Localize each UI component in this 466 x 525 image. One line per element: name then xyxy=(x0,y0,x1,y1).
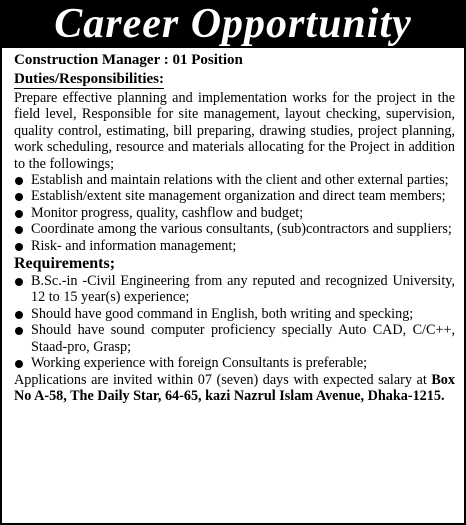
bullet-icon xyxy=(15,243,23,251)
position-title: Construction Manager : 01 Position xyxy=(14,52,243,68)
bullet-icon xyxy=(15,311,23,319)
requirement-item xyxy=(14,322,455,355)
banner-title: Career Opportunity xyxy=(54,1,412,47)
bullet-icon xyxy=(15,327,23,335)
application-text: Applications are invited within 07 (seven) days with expected salary at xyxy=(14,371,427,388)
duty-item xyxy=(14,238,455,254)
bullet-icon xyxy=(15,278,23,286)
requirement-item xyxy=(14,355,455,371)
duties-heading: Duties/Responsibilities: xyxy=(14,71,165,87)
requirement-item xyxy=(14,306,455,322)
application-instructions xyxy=(14,372,455,405)
requirement-item-text: Working experience with foreign Consultants is preferable; xyxy=(31,355,368,372)
requirements-list xyxy=(14,273,455,371)
requirement-item xyxy=(14,273,455,306)
requirement-item-text: Should have good command in English, both writing and specking; xyxy=(31,305,414,322)
advertisement-body xyxy=(0,48,466,525)
application-address: Box No A-58, The Daily Star, 64-65, kazi Nazrul Islam Avenue, Dhaka-1215. xyxy=(14,371,455,404)
bullet-icon xyxy=(15,210,23,218)
duties-list xyxy=(14,172,455,254)
duty-item-text: Monitor progress, quality, cashflow and budget; xyxy=(31,204,304,221)
duty-item-text: Risk- and information management; xyxy=(31,237,237,254)
duty-item xyxy=(14,221,455,237)
bullet-icon xyxy=(15,177,23,185)
duty-item-text: Establish and maintain relations with the client and other external parties; xyxy=(31,172,449,189)
requirements-heading: Requirements; xyxy=(14,255,116,273)
title-banner xyxy=(0,0,466,48)
duty-item xyxy=(14,205,455,221)
duties-heading-wrap xyxy=(14,69,455,89)
duty-item xyxy=(14,188,455,204)
duty-item-text: Establish/extent site management organization and direct team members; xyxy=(31,188,446,205)
bullet-icon xyxy=(15,360,23,368)
bullet-icon xyxy=(15,193,23,201)
requirement-item-text: Should have sound computer proficiency specially Auto CAD, C/C++, Staad-pro, Grasp; xyxy=(31,322,455,355)
requirement-item-text: B.Sc.-in -Civil Engineering from any reputed and recognized University, 12 to 15 year(s) experience; xyxy=(31,273,455,306)
duties-intro: Prepare effective planning and implementation works for the project in the field level, Responsible for site management, layout checking, supervision, quality control, estimating, bill preparing, drawing studies, project planning, work scheduling, resource and materials allocating for the Project in addition to the followings; xyxy=(14,90,455,172)
bullet-icon xyxy=(15,226,23,234)
duty-item xyxy=(14,172,455,188)
duty-item-text: Coordinate among the various consultants, (sub)contractors and suppliers; xyxy=(31,221,452,238)
